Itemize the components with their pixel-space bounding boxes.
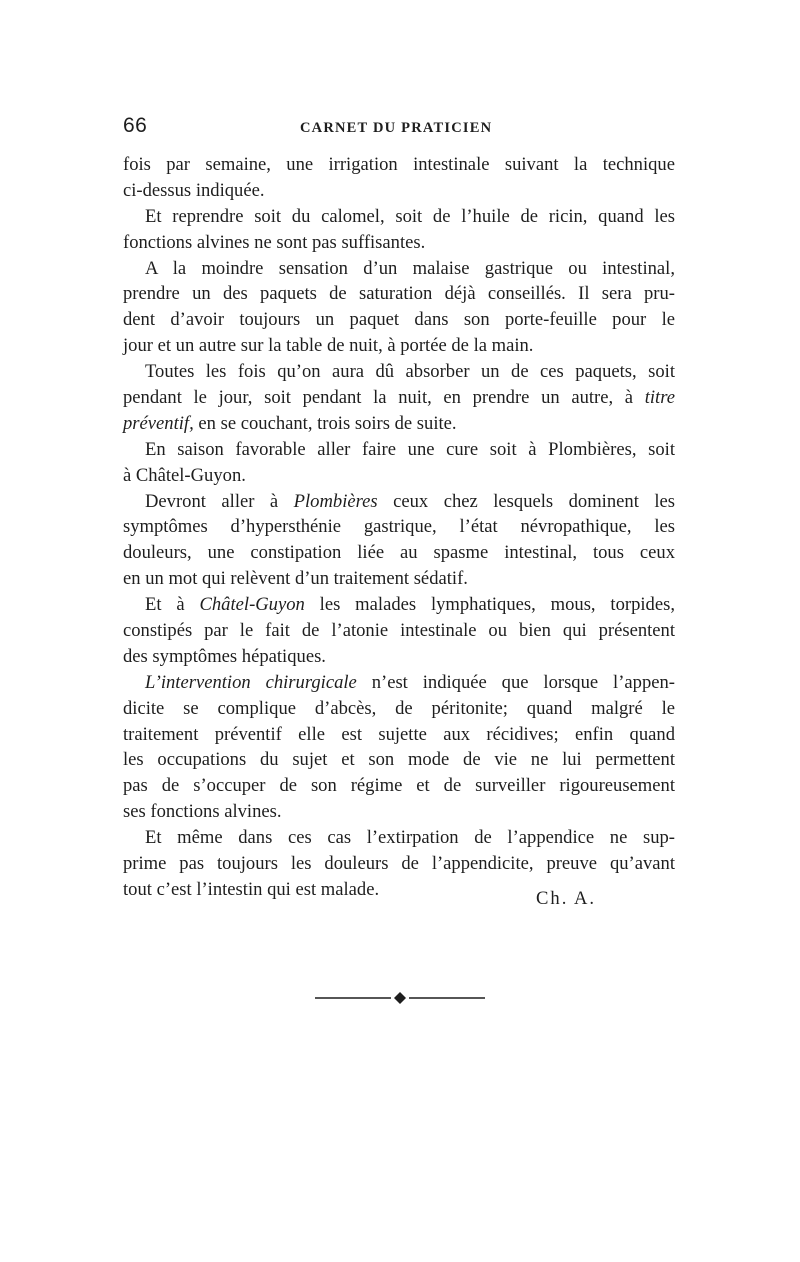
text-line: en un mot qui relèvent d’un traitement sédatif.: [123, 568, 468, 590]
text-segment: Devront aller à: [145, 490, 294, 512]
text-line: [123, 670, 675, 696]
italic-term: L’intervention chirurgicale: [145, 671, 357, 693]
text-line: les occupations du sujet et son mode de vie ne lui permettent: [123, 749, 675, 771]
text-line: ci-dessus indiquée.: [123, 179, 265, 201]
text-line: prendre un des paquets de saturation déjà conseillés. Il sera pru-: [123, 283, 675, 305]
running-head: CARNET DU PRATICIEN: [300, 120, 493, 136]
text-line: symptômes d’hypersthénie gastrique, l’état névropathique, les: [123, 516, 675, 538]
text-line: à Châtel-Guyon.: [123, 464, 246, 486]
text-line: constipés par le fait de l’atonie intestinale ou bien qui présentent: [123, 620, 675, 642]
text-line: douleurs, une constipation liée au spasme intestinal, tous ceux: [123, 542, 675, 564]
text-line: jour et un autre sur la table de nuit, à portée de la main.: [123, 335, 534, 357]
text-line: [123, 592, 675, 618]
text-line: [123, 385, 675, 411]
text-line: dicite se complique d’abcès, de péritonite; quand malgré le: [123, 697, 675, 719]
text-segment: n’est indiquée que lorsque l’appen-: [356, 671, 675, 693]
text-line: [123, 489, 675, 515]
text-line: tout c’est l’intestin qui est malade.: [123, 878, 380, 900]
text-segment: en se couchant, trois soirs de suite.: [193, 412, 457, 434]
text-segment: pendant le jour, soit pendant la nuit, en prendre un autre, à: [123, 387, 634, 409]
italic-term: Plombières: [293, 490, 378, 512]
text-segment: les malades lymphatiques, mous, torpides,: [304, 594, 675, 616]
text-line: Et même dans ces cas l’extirpation de l’appendice ne sup-: [145, 827, 675, 849]
italic-term: Châtel-Guyon: [199, 594, 305, 616]
italic-term: titre: [644, 387, 675, 409]
text-line: pas de s’occuper de son régime et de surveiller rigoureusement: [123, 775, 675, 797]
italic-term: préventif,: [123, 412, 194, 434]
text-line: fonctions alvines ne sont pas suffisantes.: [123, 231, 426, 253]
text-line: [123, 411, 675, 437]
text-line: fois par semaine, une irrigation intestinale suivant la technique: [123, 154, 675, 175]
text-line: Et reprendre soit du calomel, soit de l’huile de ricin, quand les: [145, 205, 675, 227]
signature: Ch. A.: [536, 888, 597, 909]
text-line: prime pas toujours les douleurs de l’appendicite, preuve qu’avant: [123, 853, 675, 875]
text-line: A la moindre sensation d’un malaise gastrique ou intestinal,: [145, 257, 675, 279]
page-number: 66: [123, 114, 148, 137]
text-line: dent d’avoir toujours un paquet dans son porte-feuille pour le: [123, 309, 675, 331]
body-text: [123, 152, 675, 903]
text-segment: Et à: [145, 594, 200, 616]
text-segment: ceux chez lesquels dominent les: [377, 490, 675, 512]
text-line: Toutes les fois qu’on aura dû absorber un de ces paquets, soit: [145, 361, 675, 383]
text-line: En saison favorable aller faire une cure soit à Plombières, soit: [145, 438, 675, 460]
section-divider-ornament: [315, 988, 485, 1008]
text-line: traitement préventif elle est sujette aux récidives; enfin quand: [123, 723, 675, 745]
text-line: ses fonctions alvines.: [123, 801, 282, 823]
text-line: des symptômes hépatiques.: [123, 645, 326, 667]
